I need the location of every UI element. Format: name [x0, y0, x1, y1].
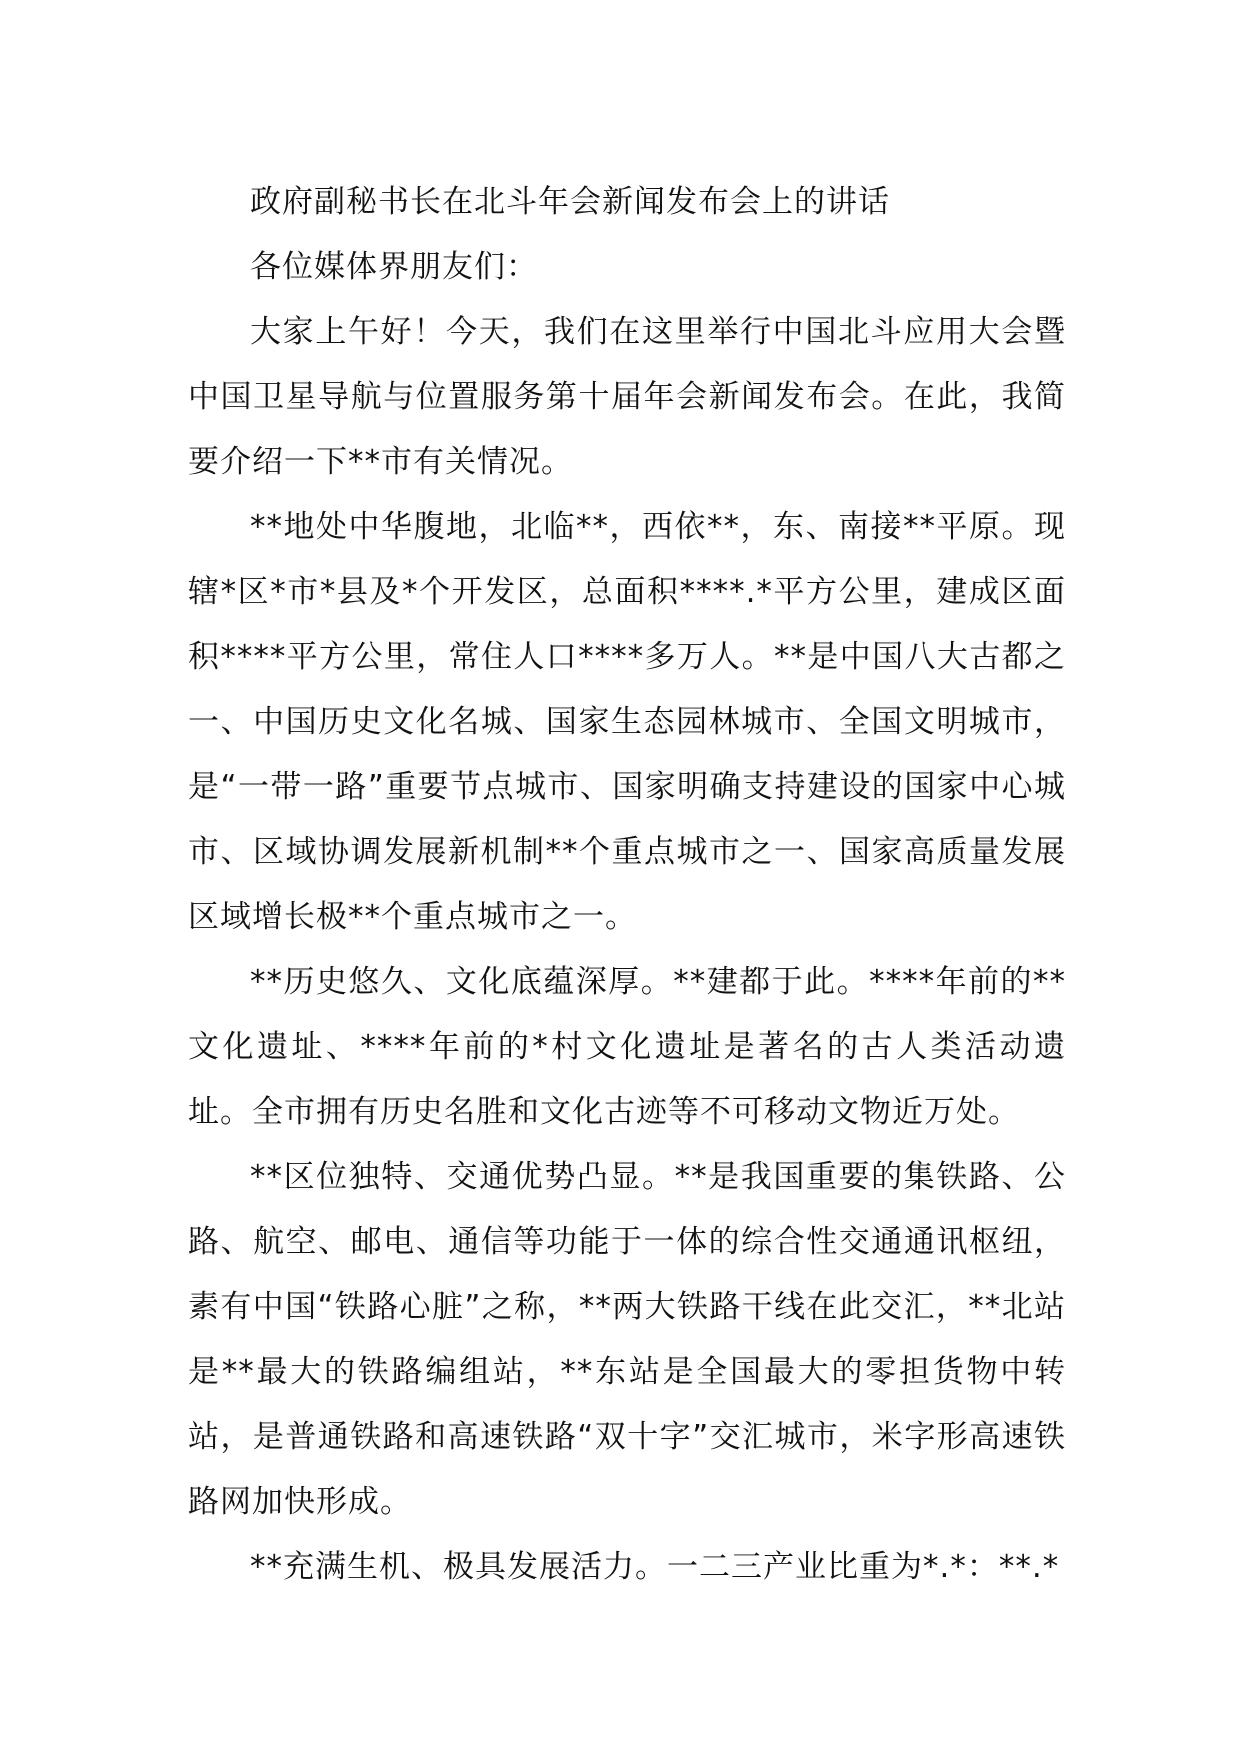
paragraph-4: **区位独特、交通优势凸显。**是我国重要的集铁路、公路、航空、邮电、通信等功能于一体的综合性交通通讯枢纽，素有中国“铁路心脏”之称，**两大铁路干线在此交汇，**北站是**最大的铁路编组站，**东站是全国最大的零担货物中转站，是普通铁路和高速铁路“双十字”交汇城市，米字形高速铁路网加快形成。: [188, 1159, 1066, 1520]
document-body: [188, 170, 1066, 1600]
paragraph-3: **历史悠久、文化底蕴深厚。**建都于此。****年前的**文化遗址、****年前的*村文化遗址是著名的古人类活动遗址。全市拥有历史名胜和文化古迹等不可移动文物近万处。: [188, 964, 1066, 1130]
paragraph-5: **充满生机、极具发展活力。一二三产业比重为*.*：**.*: [250, 1549, 1060, 1585]
paragraph-1: 大家上午好！今天，我们在这里举行中国北斗应用大会暨中国卫星导航与位置服务第十届年会新闻发布会。在此，我简要介绍一下**市有关情况。: [188, 314, 1066, 480]
paragraph-2: **地处中华腹地，北临**，西依**，东、南接**平原。现辖*区*市*县及*个开发区，总面积****.*平方公里，建成区面积****平方公里，常住人口****多万人。**是中国八大古都之一、中国历史文化名城、国家生态园林城市、全国文明城市，是“一带一路”重要节点城市、国家明确支持建设的国家中心城市、区域协调发展新机制**个重点城市之一、国家高质量发展区域增长极**个重点城市之一。: [188, 509, 1066, 935]
salutation: 各位媒体界朋友们：: [250, 249, 538, 285]
document-title: 政府副秘书长在北斗年会新闻发布会上的讲话: [250, 184, 890, 220]
